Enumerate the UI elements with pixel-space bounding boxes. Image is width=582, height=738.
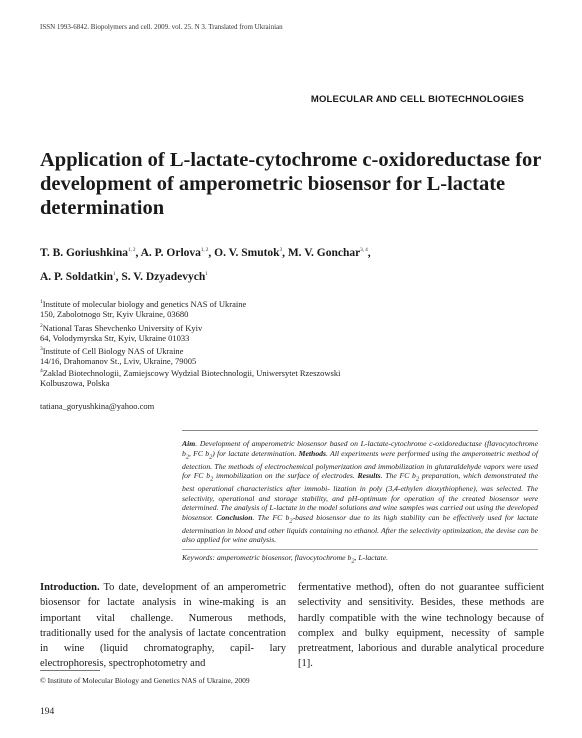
affiliation-line: Institute of Cell Biology NAS of Ukraine xyxy=(42,345,184,356)
copyright-notice: © Institute of Molecular Biology and Genetics NAS of Ukraine, 2009 xyxy=(40,676,250,685)
author-affil-mark: 1, 2 xyxy=(200,248,209,253)
body-paragraph: fermentative method), often do not guarantee sufficient selectivity and sensitivity. Besides, these methods are hardly compatible with the wine technology because of complex and bulky equipment, necessity of sample pretreatment, laborious and durable analytical procedure [1]. xyxy=(298,582,544,670)
affiliation xyxy=(40,297,246,319)
affiliation xyxy=(40,344,196,366)
section-label: MOLECULAR AND CELL BIOTECHNOLOGIES xyxy=(310,94,524,105)
author-affil-mark: 1 xyxy=(113,271,116,277)
subscript: 2 xyxy=(415,475,420,483)
abstract xyxy=(182,430,538,564)
article-title: Application of L-lactate-cytochrome c-oxidoreductase for development of amperometric biosensor for L-lactate determination xyxy=(40,149,542,219)
subscript: 2 xyxy=(210,475,214,483)
abstract-aim-text: , FC b xyxy=(189,448,210,458)
author-name: T. B. Goriushkina xyxy=(40,246,128,259)
abstract-aim-text: . Development of amperometric biosensor based on L-lactate-cytochrome c-oxidoreductase (flavocytochrome b xyxy=(182,439,538,458)
author-affil-mark: 3 xyxy=(279,248,283,253)
affiliation-line: Institute of molecular biology and genetics NAS of Ukraine xyxy=(42,298,247,309)
affiliation-line: 64, Volodymyrska Str, Kyiv, Ukraine 01033 xyxy=(40,332,190,343)
affiliation-number: 4 xyxy=(40,368,43,374)
affiliation-line: National Taras Shevchenko University of Kyiv xyxy=(42,322,203,333)
affiliation-line: Zaklad Biotechnologii, Zamiejscowy Wydzial Biotechnologii, Uniwersytet Rzeszowski xyxy=(42,367,341,378)
page-number: 194 xyxy=(40,707,55,717)
abstract-divider xyxy=(182,549,538,550)
keywords xyxy=(182,553,538,565)
author-name: A. P. Soldatkin xyxy=(40,270,114,283)
affiliation-number: 1 xyxy=(40,299,43,305)
abstract-results-text: . The FC b xyxy=(380,471,416,481)
abstract-text xyxy=(182,439,538,545)
affiliation-line: 14/16, Drahomanov St., Lviv, Ukraine, 79005 xyxy=(40,355,197,366)
author-separator: , xyxy=(282,246,288,259)
subscript: 2 xyxy=(209,453,213,461)
body-column-right xyxy=(298,580,544,672)
abstract-aim-label: Aim xyxy=(182,439,196,448)
author-list xyxy=(40,240,550,288)
author-separator: , xyxy=(367,246,371,259)
affiliation-number: 3 xyxy=(40,346,43,352)
abstract-results-label: Results xyxy=(357,471,381,481)
abstract-methods-text: . All experiments were performed using the amperometric method of detection. The methods of electrochemical polymerization and immobilization in glutaraldehyde vapors were used for FC b xyxy=(182,448,539,481)
author-separator: , xyxy=(135,246,141,259)
affiliation xyxy=(40,321,202,343)
abstract-results-text: preparation, which demonstrated the best operational characteristics after immobi- lization in poly (3,4-ethylen dioxythiophene), was selected. The selectivity, operational and storage stability, and pH-optimum for operation of the created biosensor were determined. The analysis of L-lactate in the model solutions and wine samples was carried out using the developed biosensor. xyxy=(182,471,539,522)
subscript: 2 xyxy=(351,557,355,565)
author-separator: , xyxy=(208,246,215,259)
abstract-conclusion-text: -based biosensor due to its high stability can be effectively used for lactate determination in blood and other liquids containing no ethanol. After the selectivity optimization, the devise can be also applied for wine analysis. xyxy=(182,512,539,545)
keywords-text: Keywords: amperometric biosensor, flavocytochrome b xyxy=(182,552,352,562)
affiliation-line: Kolbuszowa, Polska xyxy=(40,377,110,388)
affiliation xyxy=(40,366,340,388)
author-name: O. V. Smutok xyxy=(214,246,280,259)
abstract-methods-label: Methods xyxy=(298,448,326,458)
abstract-aim-text: ) for lactate determination. xyxy=(212,448,299,458)
body-paragraph: To date, development of an amperometric biosensor for lactate analysis in wine-making is an important vital challenge. Numerous methods, traditionally used for the analysis of lactate concentration in wine (liquid chromatography, capil- lary electrophoresis, spectrophotometry and xyxy=(40,582,286,670)
abstract-conclusion-label: Conclusion xyxy=(216,512,253,522)
author-affil-mark: 3, 4 xyxy=(360,248,368,253)
section-heading-introduction: Introduction. xyxy=(40,582,100,593)
contact-email[interactable]: tatiana_goryushkina@yahoo.com xyxy=(40,401,155,411)
author-affil-mark: 1 xyxy=(205,271,208,277)
affiliation-number: 2 xyxy=(40,323,43,329)
author-name: A. P. Orlova xyxy=(140,246,201,259)
author-name: S. V. Dzyadevych xyxy=(121,270,206,283)
affiliation-line: 150, Zabolotnogo Str, Kyiv Ukraine, 03680 xyxy=(40,308,189,319)
journal-header: ISSN 1993-6842. Biopolymers and cell. 2009. vol. 25. N 3. Translated from Ukrainian xyxy=(40,23,283,31)
body-column-left xyxy=(40,580,286,672)
author-affil-mark: 1, 2 xyxy=(128,248,136,253)
footnote-divider xyxy=(40,670,100,671)
abstract-conclusion-text: . The FC b xyxy=(252,512,290,522)
abstract-methods-text: immobilization on the surface of electrodes. xyxy=(213,471,358,481)
subscript: 2 xyxy=(185,453,190,461)
subscript: 2 xyxy=(289,517,293,525)
author-name: M. V. Gonchar xyxy=(287,246,361,259)
author-separator: , xyxy=(115,270,122,283)
keywords-text: , L-lactate. xyxy=(354,552,389,562)
